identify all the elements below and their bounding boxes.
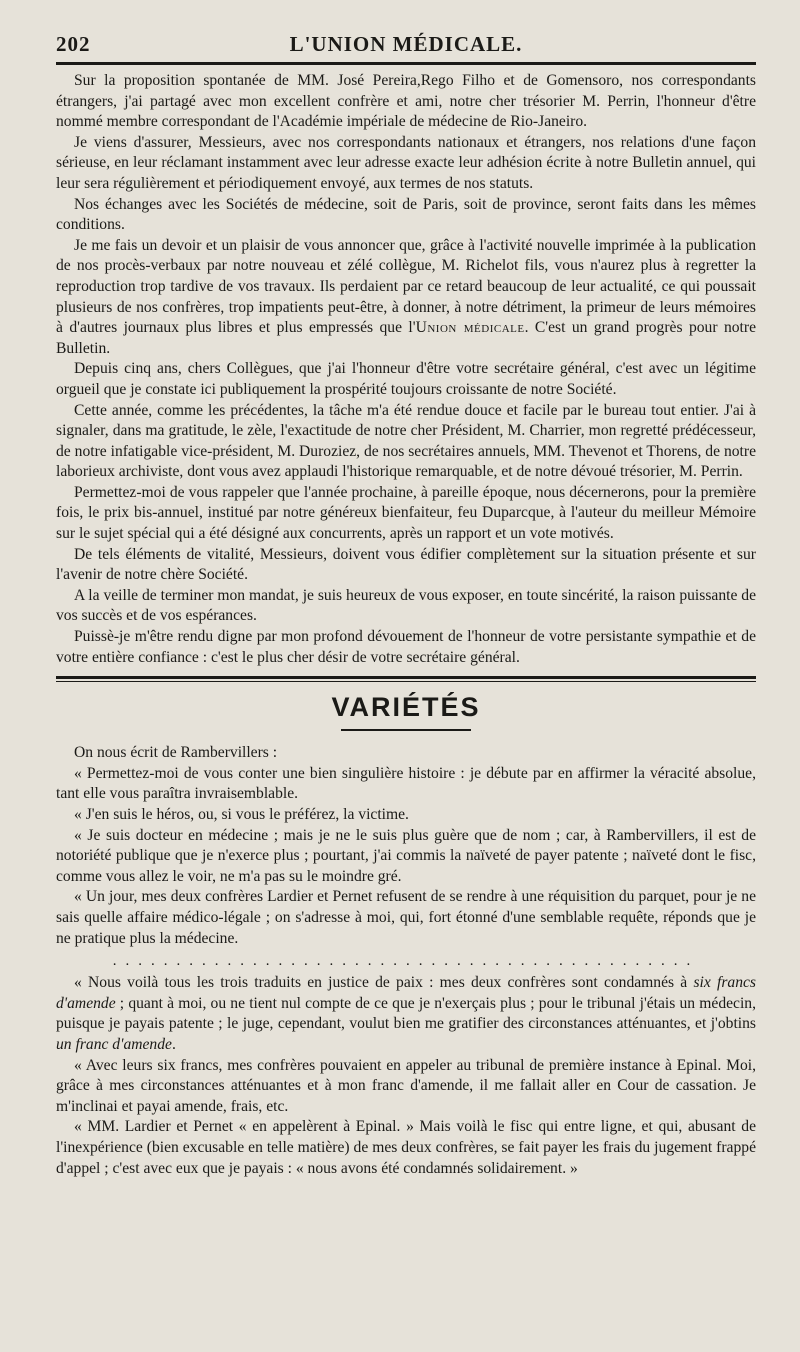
paragraph-text: . <box>171 1035 176 1053</box>
paragraph: A la veille de terminer mon mandat, je suis heureux de vous exposer, en toute sincérité, la raison puissante de vos succès et de vos espérances. <box>56 586 756 625</box>
paragraph: « Avec leurs six francs, mes confrères pouvaient en appeler au tribunal de première instance à Epinal. Moi, grâce à mes circonstances atténuantes et à mon franc d'amende, il me fallait aller en Cour de cassation. Je m'inclinai et payai amende, frais, etc. <box>56 1056 756 1115</box>
divider-rule <box>56 681 756 682</box>
paragraph: « Je suis docteur en médecine ; mais je ne le suis plus guère que de nom ; car, à Rambervillers, il est de notoriété publique que je n'exerce plus ; pourtant, j'ai commis la naïveté de payer patente ; naïveté dont le fisc, comme vous allez le voir, ne m'a pas su le moindre gré. <box>56 826 756 885</box>
italic-phrase: un franc d'amende <box>56 1035 172 1053</box>
paragraph <box>56 973 756 1055</box>
section-divider <box>56 676 756 682</box>
title-underline <box>341 729 471 731</box>
header-rule <box>56 62 756 65</box>
page-header <box>56 26 756 60</box>
paragraph-text: Je me fais un devoir et un plaisir de vous annoncer que, grâce à l'activité nouvelle imprimée à la publication de nos procès-verbaux par notre nouveau et zélé collègue, M. Richelot fils, vous n'aurez plus à regretter la reproduction trop tardive de vos travaux. Ils perdaient par ce retard beaucoup de leur actualité, ce qui poussait plusieurs de nos confrères, trop impatients peut-être, à donner, à notre détriment, la primeur de leurs mémoires à d'autres journaux plus libres et plus empressés que l' <box>56 236 756 337</box>
section-title: VARIÉTÉS <box>331 692 481 723</box>
italic-phrase: six francs d'amende <box>56 974 756 1012</box>
paragraph-text: « Nous voilà tous les trois traduits en justice de paix : mes deux confrères sont condamnés à <box>74 974 694 992</box>
paragraph: De tels éléments de vitalité, Messieurs, doivent vous édifier complètement sur la situation présente et sur l'avenir de notre chère Société. <box>56 545 756 584</box>
paragraph: Nos échanges avec les Sociétés de médecine, soit de Paris, soit de province, seront faits dans les mêmes conditions. <box>56 195 756 234</box>
divider-rule <box>56 676 756 679</box>
paragraph-text: ; quant à moi, ou ne tient nul compte de ce que je n'exerçais plus ; pour le tribunal j'étais un médecin, puisque je payais patente ; le juge, cependant, voulut bien me gratifier des circonstances atténuantes, et j'obtins <box>56 994 756 1033</box>
paragraph: On nous écrit de Rambervillers : <box>74 744 278 762</box>
varietes-body <box>56 743 756 1179</box>
article-body <box>56 71 756 668</box>
paragraph: « Permettez-moi de vous conter une bien singulière histoire : je débute par en affirmer la véracité absolue, tant elle vous paraîtra invraisemblable. <box>56 764 756 803</box>
paragraph: Je viens d'assurer, Messieurs, avec nos correspondants nationaux et étrangers, nos relations d'une façon sérieuse, en leur réclamant instamment avec leur adresse exacte leur adhésion écrite à notre Bulletin annuel, qui leur sera régulièrement et périodiquement envoyé, aux termes de nos statuts. <box>56 133 756 192</box>
paragraph <box>56 236 756 360</box>
running-title: L'UNION MÉDICALE. <box>289 32 523 56</box>
paragraph: « Un jour, mes deux confrères Lardier et Pernet refusent de se rendre à une réquisition du parquet, pour je ne sais quelle affaire médico-légale ; on s'adresse à moi, qui, fort étonné d'une semblable requête, réponds que je ne pratique plus la médecine. <box>56 888 756 947</box>
paragraph: « MM. Lardier et Pernet « en appelèrent à Epinal. » Mais voilà le fisc qui entre ligne, et qui, abusant de l'inexpérience (bien excusable en telle matière) de mes deux confrères, se fait payer les frais du jugement frappé d'appel ; c'est avec eux que je payais : « nous avons été condamnés solidairement. » <box>56 1118 756 1177</box>
paragraph: Cette année, comme les précédentes, la tâche m'a été rendue douce et facile par le bureau tout entier. J'ai à signaler, dans ma gratitude, le zèle, l'exactitude de notre cher Président, M. Charrier, mon regretté prédécesseur, de notre infatigable vice-président, M. Duroziez, de nos secrétaires annuels, MM. Thevenot et Thorens, de notre laborieux archiviste, dont vous avez applaudi l'historique remarquable, et de notre dévoué trésorier, M. Perrin. <box>56 401 756 481</box>
ellipsis-separator: .............................................. <box>112 953 700 970</box>
paragraph: Puissè-je m'être rendu digne par mon profond dévouement de l'honneur de votre persistante sympathie et de votre entière confiance : c'est le plus cher désir de votre secrétaire général. <box>56 628 756 666</box>
journal-name: Union médicale <box>415 319 525 337</box>
paragraph: « J'en suis le héros, ou, si vous le préférez, la victime. <box>74 806 409 823</box>
paragraph-text: . C'est un grand progrès pour notre Bulletin. <box>56 319 756 357</box>
page-number: 202 <box>56 32 91 56</box>
paragraph: Permettez-moi de vous rappeler que l'année prochaine, à pareille époque, nous décernerons, pour la première fois, le prix bis-annuel, institué par notre généreux bienfaiteur, feu Duparcque, à l'auteur du meilleur Mémoire sur le sujet spécial qui a été désigné aux concurrents, après un rapport et un vote motivés. <box>56 483 756 543</box>
paragraph: Depuis cinq ans, chers Collègues, que j'ai l'honneur d'être votre secrétaire général, c'est avec un légitime orgueil que je constate ici publiquement la prospérité toujours croissante de notre Société. <box>56 360 756 398</box>
paragraph: Sur la proposition spontanée de MM. José Pereira,Rego Filho et de Gomensoro, nos correspondants étrangers, j'ai partagé avec mon excellent confrère et ami, notre cher trésorier M. Perrin, l'honneur d'être nommé membre correspondant de l'Académie impériale de médecine de Rio-Janeiro. <box>56 72 756 131</box>
